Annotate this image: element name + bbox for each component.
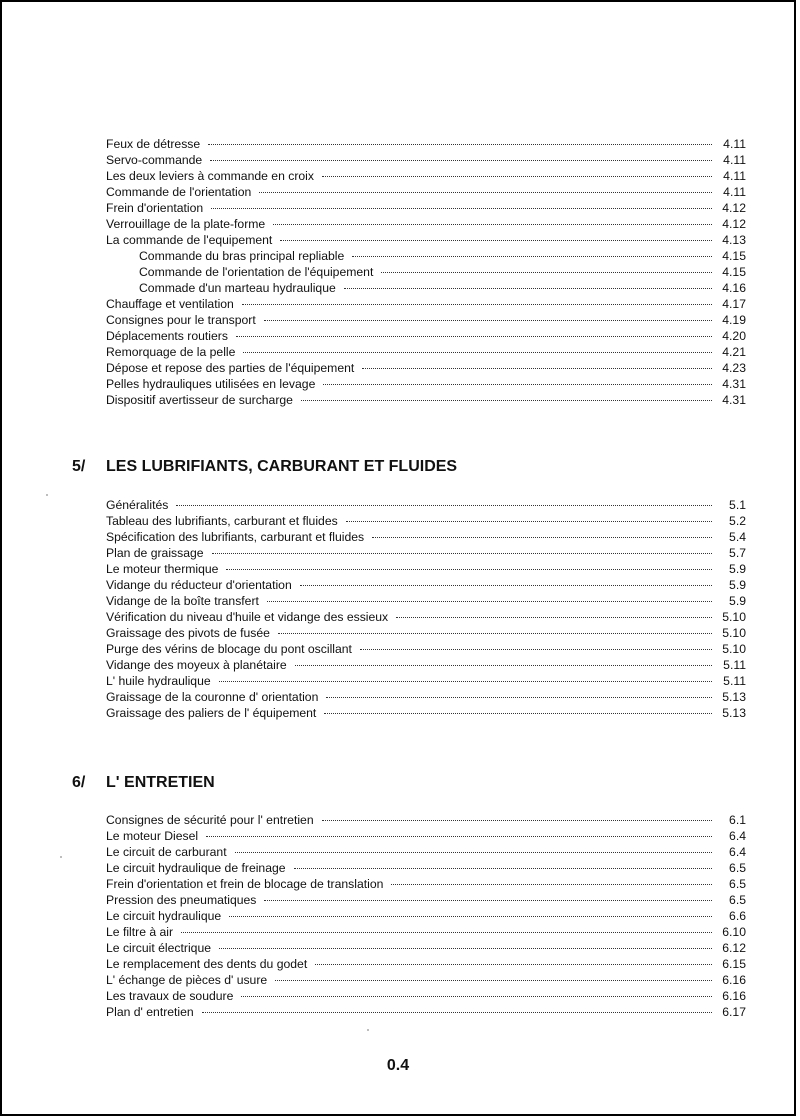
dot-leader bbox=[206, 836, 712, 837]
dot-leader bbox=[210, 160, 712, 161]
dot-leader bbox=[264, 900, 712, 901]
dot-leader bbox=[352, 256, 712, 257]
toc-entry-page: 5.7 bbox=[729, 546, 746, 560]
toc-entry-page: 5.9 bbox=[729, 594, 746, 608]
toc-entry-title: Consignes pour le transport bbox=[106, 313, 256, 327]
toc-entry bbox=[106, 641, 746, 657]
toc-entry bbox=[106, 860, 746, 876]
toc-entry-title: Le moteur thermique bbox=[106, 562, 219, 576]
toc-entry-page: 4.12 bbox=[722, 201, 746, 215]
dot-leader bbox=[259, 192, 712, 193]
toc-entry-title: Purge des vérins de blocage du pont oscillant bbox=[106, 642, 352, 656]
scan-speck bbox=[46, 494, 48, 496]
toc-entry-title: Spécification des lubrifiants, carburant et fluides bbox=[106, 530, 365, 544]
toc-entry-title: Frein d'orientation et frein de blocage de translation bbox=[106, 877, 384, 891]
toc-entry-page: 6.17 bbox=[722, 1005, 746, 1019]
dot-leader bbox=[273, 224, 712, 225]
toc-entry bbox=[106, 545, 746, 561]
dot-leader bbox=[211, 208, 712, 209]
toc-entry bbox=[106, 876, 746, 892]
toc-entry-title: Le circuit hydraulique de freinage bbox=[106, 861, 286, 875]
toc-entry-page: 4.21 bbox=[722, 345, 746, 359]
dot-leader bbox=[322, 820, 712, 821]
scan-speck bbox=[60, 856, 62, 858]
section-6-title: L' ENTRETIEN bbox=[106, 774, 215, 791]
toc-entry-page: 4.13 bbox=[722, 233, 746, 247]
toc-entry-page: 4.12 bbox=[722, 217, 746, 231]
toc-entry bbox=[106, 328, 746, 344]
toc-entry-title: Consignes de sécurité pour l' entretien bbox=[106, 813, 314, 827]
toc-entry bbox=[106, 1004, 746, 1020]
toc-entry-title: Commande de l'orientation bbox=[106, 185, 252, 199]
toc-entry bbox=[106, 168, 746, 184]
toc-entry bbox=[106, 625, 746, 641]
toc-entry bbox=[106, 609, 746, 625]
toc-entry bbox=[106, 513, 746, 529]
toc-entry-page: 5.10 bbox=[722, 610, 746, 624]
toc-entry-page: 4.16 bbox=[722, 281, 746, 295]
toc-entry bbox=[106, 812, 746, 828]
toc-entry-title: Pression des pneumatiques bbox=[106, 893, 257, 907]
toc-entry-title: Chauffage et ventilation bbox=[106, 297, 234, 311]
toc-entry-title: Servo-commande bbox=[106, 153, 203, 167]
dot-leader bbox=[396, 617, 712, 618]
toc-entry-page: 4.19 bbox=[722, 313, 746, 327]
toc-entry-page: 6.16 bbox=[722, 989, 746, 1003]
toc-entry-title: Frein d'orientation bbox=[106, 201, 204, 215]
toc-entry-page: 5.9 bbox=[729, 578, 746, 592]
toc-entry-page: 5.10 bbox=[722, 642, 746, 656]
section-5-number: 5/ bbox=[72, 458, 86, 475]
toc-entry bbox=[106, 705, 746, 721]
toc-entry-page: 4.15 bbox=[722, 249, 746, 263]
toc-entry bbox=[106, 689, 746, 705]
toc-entry-title: Le circuit hydraulique bbox=[106, 909, 222, 923]
toc-entry-title: Verrouillage de la plate-forme bbox=[106, 217, 266, 231]
toc-entry-page: 5.1 bbox=[729, 498, 746, 512]
dot-leader bbox=[243, 352, 712, 353]
toc-entry-page: 4.20 bbox=[722, 329, 746, 343]
dot-leader bbox=[176, 505, 712, 506]
toc-entry-page: 4.11 bbox=[723, 137, 746, 151]
toc-entry-page: 6.4 bbox=[729, 845, 746, 859]
toc-entry bbox=[106, 561, 746, 577]
dot-leader bbox=[344, 288, 712, 289]
toc-entry-title: Vérification du niveau d'huile et vidange des essieux bbox=[106, 610, 389, 624]
dot-leader bbox=[323, 384, 712, 385]
dot-leader bbox=[360, 649, 712, 650]
dot-leader bbox=[300, 585, 712, 586]
toc-entry-page: 6.16 bbox=[722, 973, 746, 987]
toc-entry-title: La commande de l'equipement bbox=[106, 233, 273, 247]
toc-entry-title: Commande du bras principal repliable bbox=[139, 249, 345, 263]
toc-entry bbox=[106, 657, 746, 673]
toc-entry-title: Remorquage de la pelle bbox=[106, 345, 236, 359]
section-6-number: 6/ bbox=[72, 774, 86, 791]
toc-entry-title: L' échange de pièces d' usure bbox=[106, 973, 268, 987]
dot-leader bbox=[241, 996, 712, 997]
toc-entry-page: 6.10 bbox=[722, 925, 746, 939]
dot-leader bbox=[212, 553, 712, 554]
dot-leader bbox=[181, 932, 712, 933]
dot-leader bbox=[219, 948, 712, 949]
dot-leader bbox=[226, 569, 712, 570]
toc-entry-page: 4.23 bbox=[722, 361, 746, 375]
section-5-title: LES LUBRIFIANTS, CARBURANT ET FLUIDES bbox=[106, 458, 458, 475]
toc-entry-title: Feux de détresse bbox=[106, 137, 201, 151]
dot-leader bbox=[301, 400, 712, 401]
dot-leader bbox=[391, 884, 712, 885]
toc-entry-page: 6.5 bbox=[729, 861, 746, 875]
toc-entry bbox=[106, 988, 746, 1004]
toc-entry-title: Les travaux de soudure bbox=[106, 989, 234, 1003]
toc-entry bbox=[106, 972, 746, 988]
toc-entry bbox=[106, 908, 746, 924]
dot-leader bbox=[235, 852, 712, 853]
toc-entry bbox=[106, 344, 746, 360]
toc-entry-title: Dépose et repose des parties de l'équipement bbox=[106, 361, 355, 375]
toc-entry-title: Plan de graissage bbox=[106, 546, 204, 560]
toc-entry-title: Vidange du réducteur d'orientation bbox=[106, 578, 292, 592]
page-number: 0.4 bbox=[386, 1057, 410, 1074]
dot-leader bbox=[295, 665, 712, 666]
toc-entry bbox=[106, 529, 746, 545]
toc-entry-title: Pelles hydrauliques utilisées en levage bbox=[106, 377, 316, 391]
toc-entry bbox=[106, 376, 746, 392]
toc-entry-page: 5.9 bbox=[729, 562, 746, 576]
toc-entry-page: 4.17 bbox=[722, 297, 746, 311]
toc-entry-title: Commade d'un marteau hydraulique bbox=[139, 281, 336, 295]
toc-entry-page: 4.11 bbox=[723, 185, 746, 199]
toc-entry-title: Généralités bbox=[106, 498, 169, 512]
toc-entry-title: Tableau des lubrifiants, carburant et fluides bbox=[106, 514, 338, 528]
dot-leader bbox=[381, 272, 712, 273]
toc-entry-title: Graissage des pivots de fusée bbox=[106, 626, 270, 640]
dot-leader bbox=[229, 916, 712, 917]
section-6-heading bbox=[72, 774, 215, 792]
toc-entry-title: Le circuit de carburant bbox=[106, 845, 227, 859]
toc-entry-page: 5.11 bbox=[723, 658, 746, 672]
toc-entry-title: Déplacements routiers bbox=[106, 329, 228, 343]
toc-entry bbox=[106, 232, 746, 248]
toc-entry-title: Commande de l'orientation de l'équipement bbox=[139, 265, 374, 279]
toc-entry-title: Graissage des paliers de l' équipement bbox=[106, 706, 317, 720]
toc-entry-title: Le filtre à air bbox=[106, 925, 174, 939]
dot-leader bbox=[280, 240, 712, 241]
toc-entry-page: 6.5 bbox=[729, 877, 746, 891]
toc-section-6-list bbox=[106, 812, 746, 1020]
toc-entry-page: 5.2 bbox=[729, 514, 746, 528]
dot-leader bbox=[315, 964, 712, 965]
dot-leader bbox=[278, 633, 712, 634]
toc-entry-page: 6.5 bbox=[729, 893, 746, 907]
toc-entry bbox=[106, 136, 746, 152]
section-5-heading bbox=[72, 458, 457, 476]
toc-entry-title: L' huile hydraulique bbox=[106, 674, 211, 688]
toc-entry bbox=[106, 673, 746, 689]
toc-entry bbox=[106, 924, 746, 940]
toc-entry bbox=[106, 940, 746, 956]
toc-entry-page: 4.31 bbox=[722, 393, 746, 407]
toc-entry-page: 6.15 bbox=[722, 957, 746, 971]
toc-entry-page: 5.13 bbox=[722, 706, 746, 720]
toc-entry-title: Le remplacement des dents du godet bbox=[106, 957, 308, 971]
toc-entry-page: 4.11 bbox=[723, 169, 746, 183]
toc-entry bbox=[106, 497, 746, 513]
toc-entry bbox=[106, 956, 746, 972]
toc-entry bbox=[106, 216, 746, 232]
dot-leader bbox=[346, 521, 712, 522]
dot-leader bbox=[362, 368, 712, 369]
dot-leader bbox=[242, 304, 712, 305]
toc-entry-page: 6.12 bbox=[722, 941, 746, 955]
toc-entry bbox=[106, 248, 746, 264]
toc-entry bbox=[106, 152, 746, 168]
toc-entry-page: 6.1 bbox=[729, 813, 746, 827]
toc-entry-title: Plan d' entretien bbox=[106, 1005, 194, 1019]
dot-leader bbox=[236, 336, 712, 337]
toc-entry-page: 5.10 bbox=[722, 626, 746, 640]
toc-section-4-list bbox=[106, 136, 746, 408]
toc-entry-page: 5.4 bbox=[729, 530, 746, 544]
toc-entry-title: Graissage de la couronne d' orientation bbox=[106, 690, 319, 704]
toc-section-5-list bbox=[106, 497, 746, 721]
toc-entry bbox=[106, 892, 746, 908]
toc-entry-title: Dispositif avertisseur de surcharge bbox=[106, 393, 293, 407]
dot-leader bbox=[322, 176, 712, 177]
toc-entry-title: Le circuit électrique bbox=[106, 941, 211, 955]
toc-entry-page: 6.6 bbox=[729, 909, 746, 923]
toc-entry bbox=[106, 200, 746, 216]
toc-entry bbox=[106, 360, 746, 376]
toc-entry bbox=[106, 264, 746, 280]
dot-leader bbox=[267, 601, 712, 602]
dot-leader bbox=[294, 868, 712, 869]
toc-entry-page: 4.11 bbox=[723, 153, 746, 167]
dot-leader bbox=[202, 1012, 712, 1013]
toc-entry bbox=[106, 593, 746, 609]
toc-entry-page: 4.15 bbox=[722, 265, 746, 279]
dot-leader bbox=[326, 697, 712, 698]
scan-speck bbox=[367, 1029, 369, 1031]
toc-entry-title: Les deux leviers à commande en croix bbox=[106, 169, 314, 183]
dot-leader bbox=[372, 537, 712, 538]
toc-entry-page: 5.11 bbox=[723, 674, 746, 688]
toc-entry-title: Vidange des moyeux à planétaire bbox=[106, 658, 287, 672]
toc-entry bbox=[106, 577, 746, 593]
toc-entry-page: 5.13 bbox=[722, 690, 746, 704]
dot-leader bbox=[275, 980, 712, 981]
toc-entry-page: 6.4 bbox=[729, 829, 746, 843]
toc-entry bbox=[106, 828, 746, 844]
toc-entry-title: Le moteur Diesel bbox=[106, 829, 199, 843]
dot-leader bbox=[264, 320, 712, 321]
dot-leader bbox=[324, 713, 712, 714]
toc-entry bbox=[106, 280, 746, 296]
toc-entry bbox=[106, 844, 746, 860]
toc-entry-page: 4.31 bbox=[722, 377, 746, 391]
toc-entry-title: Vidange de la boîte transfert bbox=[106, 594, 259, 608]
toc-entry bbox=[106, 312, 746, 328]
toc-entry bbox=[106, 184, 746, 200]
toc-entry bbox=[106, 392, 746, 408]
dot-leader bbox=[219, 681, 712, 682]
toc-entry bbox=[106, 296, 746, 312]
dot-leader bbox=[208, 144, 712, 145]
